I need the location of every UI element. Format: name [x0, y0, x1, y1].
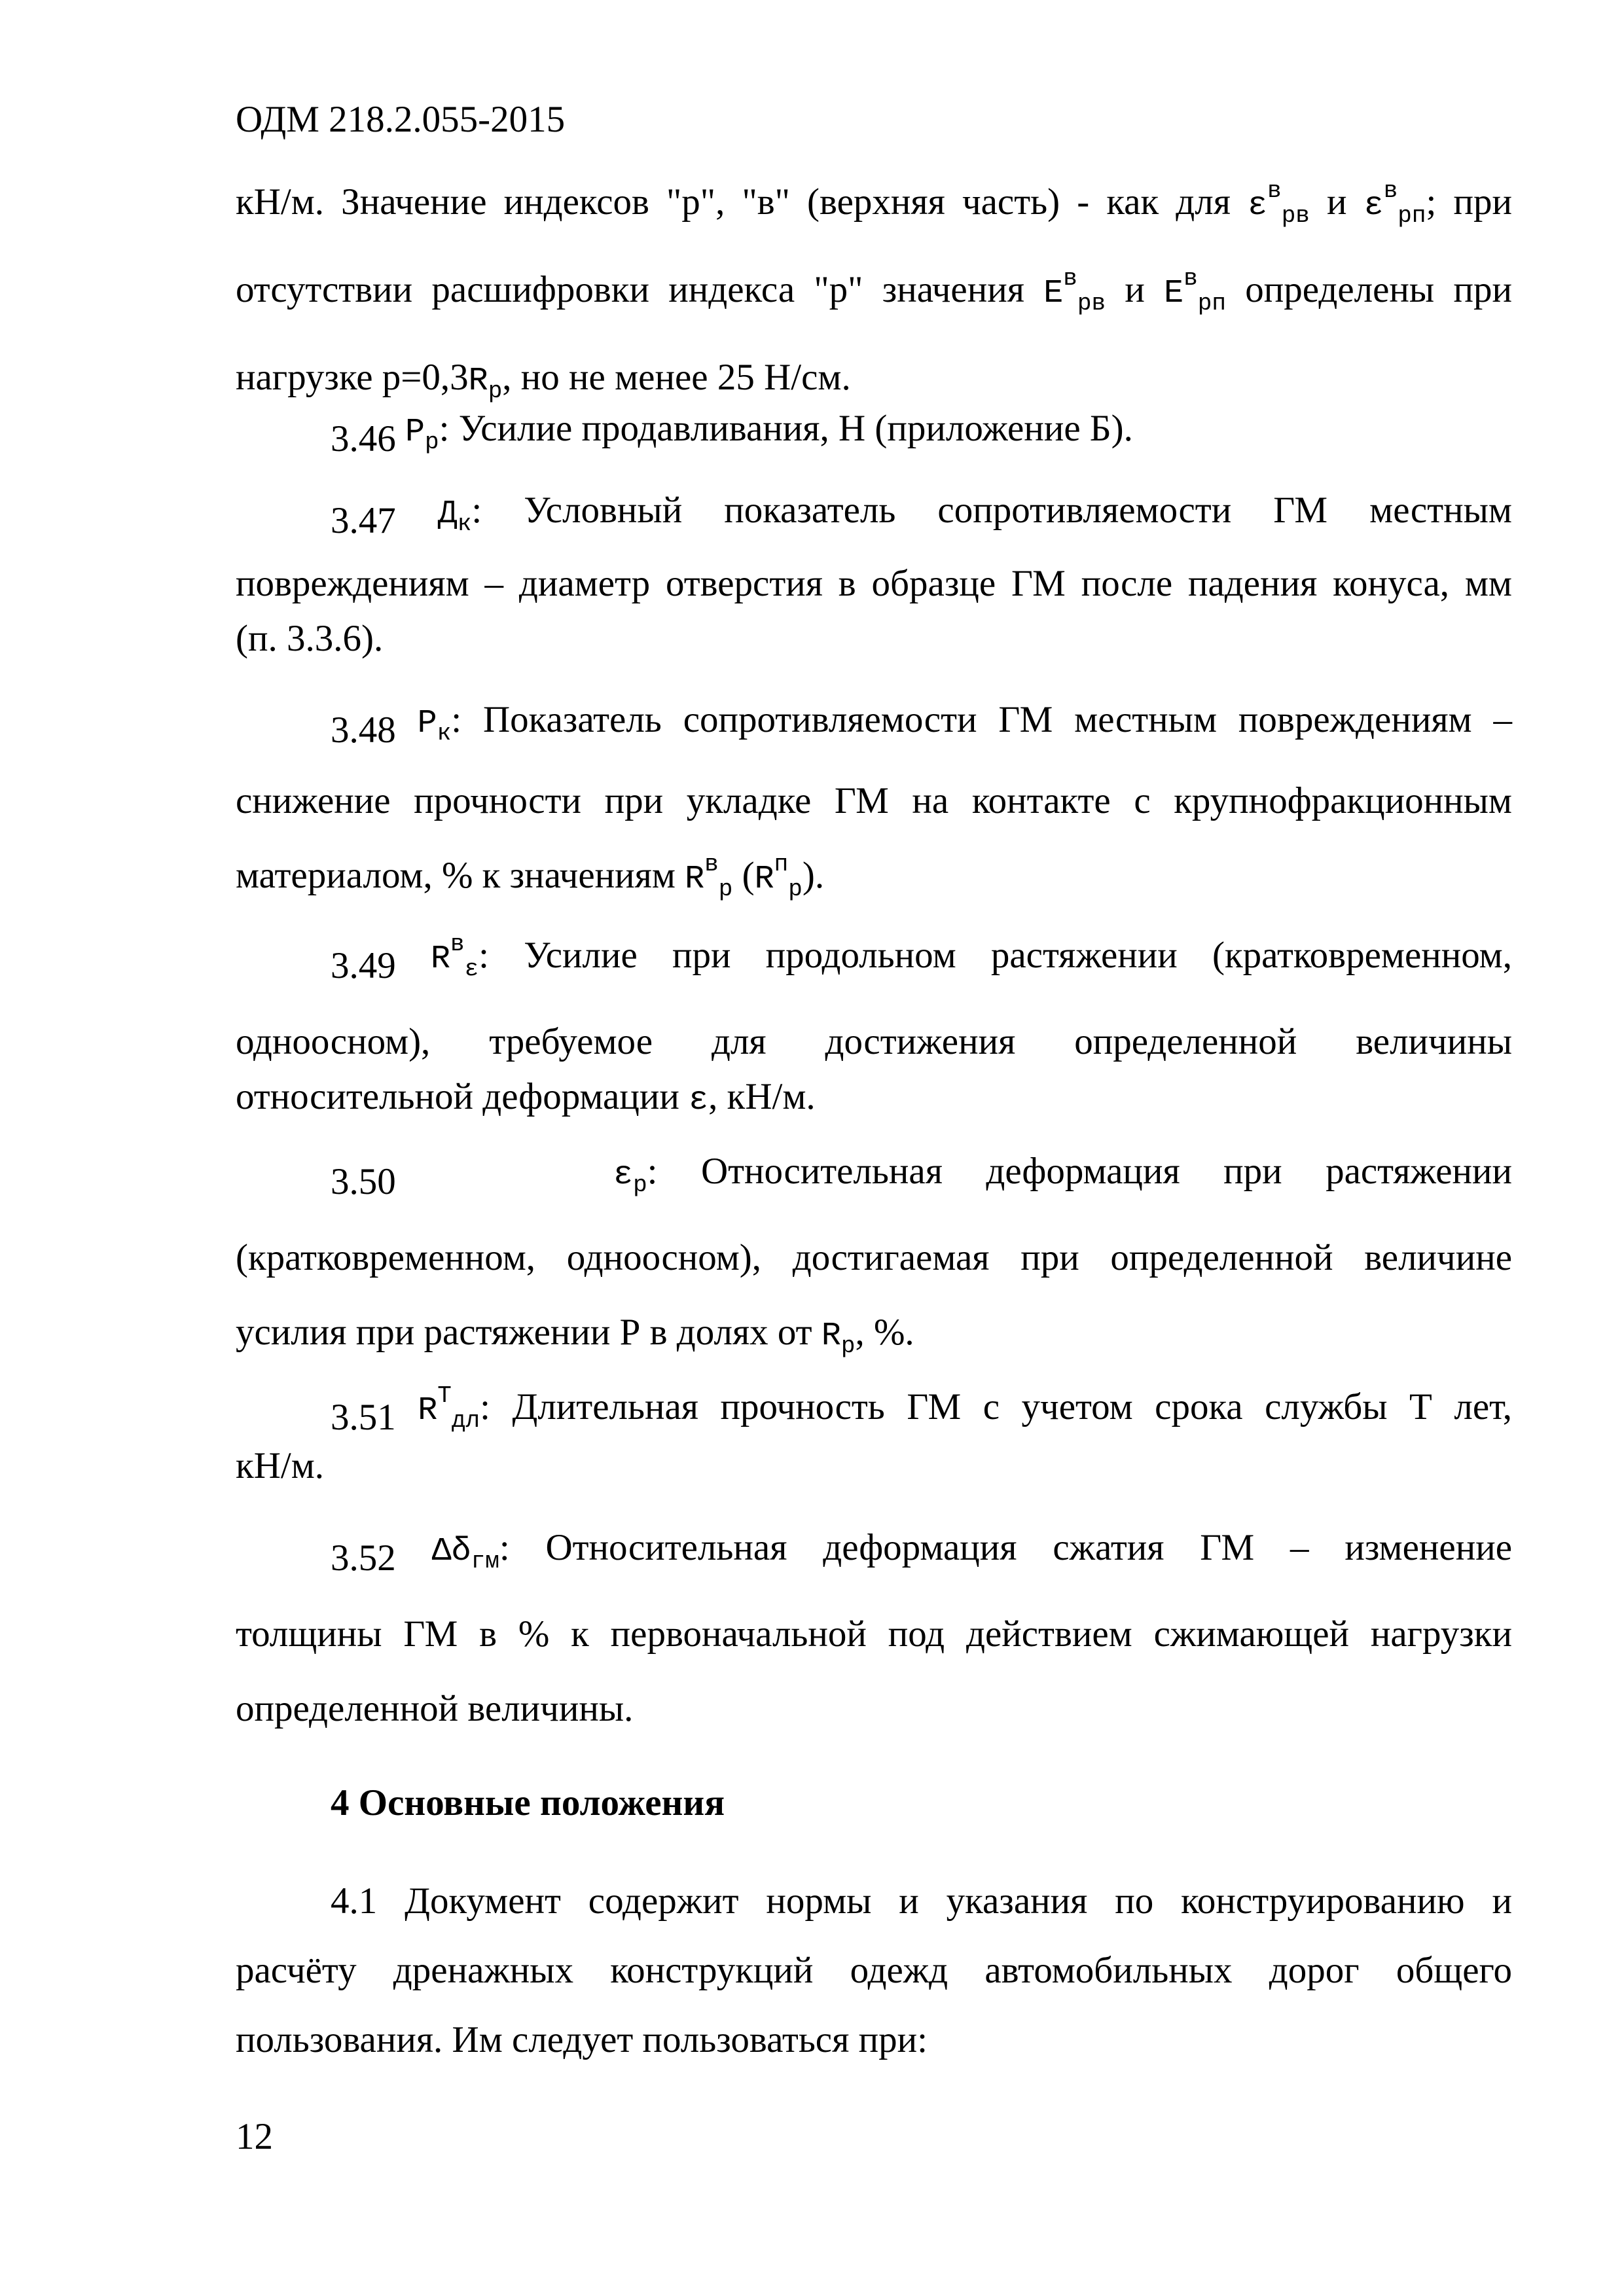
paragraph-4-1 — [236, 1878, 1512, 2063]
definition-3-49 — [236, 933, 1512, 1124]
symbol-base: ε — [1363, 187, 1384, 224]
text-run: : Относительная деформация при растяжении — [647, 1151, 1513, 1192]
line — [236, 1525, 1513, 1579]
line — [236, 853, 1512, 903]
symbol-sup: п — [774, 851, 789, 878]
symbol-r-p — [821, 1318, 856, 1359]
line — [236, 1310, 1512, 1359]
symbol-sub: р — [425, 429, 439, 456]
text-run: : Условный показатель сопротивляемости ГМ местным — [471, 490, 1512, 531]
text-run: кН/м. Значение индексов "р", "в" (верхняя часть) - как для — [236, 181, 1248, 223]
symbol-sub: рв — [1281, 202, 1310, 229]
symbol-sub: дл — [451, 1407, 480, 1434]
line — [236, 248, 1512, 336]
symbol-sup: в — [704, 851, 719, 878]
text-run: : Усилие при продольном растяжении (кратковременном, — [478, 935, 1512, 976]
symbol-e-rp — [1164, 265, 1227, 317]
symbol-eps-rv — [1248, 177, 1310, 229]
page-number: 12 — [236, 2116, 273, 2157]
symbol-delta-gm — [431, 1533, 499, 1575]
symbol-sub: р — [488, 378, 503, 404]
symbol-base: R — [821, 1318, 841, 1355]
definition-3-52 — [236, 1525, 1512, 1732]
symbol-base: ε — [1248, 187, 1268, 224]
line: 4.1 Документ содержит нормы и указания по конструированию и — [331, 1880, 1512, 1922]
symbol-e-rv — [1043, 265, 1106, 317]
symbol-base: R — [418, 1392, 438, 1429]
symbol-base: E — [1043, 275, 1064, 312]
line: пользования. Им следует пользоваться при: — [236, 2019, 928, 2060]
text-run: нагрузке р=0,3 — [236, 357, 469, 398]
text-run: , %. — [855, 1312, 914, 1353]
definition-3-48 — [236, 697, 1512, 903]
symbol-sup: в — [1267, 177, 1282, 204]
line: (п. 3.3.6). — [236, 618, 384, 659]
line — [236, 1382, 1512, 1438]
text-run: отсутствии расшифровки индекса "р" значения — [236, 269, 1044, 310]
symbol-sub: к — [457, 511, 472, 537]
item-number: 3.48 — [331, 709, 396, 751]
symbol-r-eps-v — [430, 931, 479, 982]
symbol-sup: T — [437, 1382, 452, 1409]
symbol-base: R — [754, 861, 774, 898]
symbol-base: P — [417, 705, 437, 742]
text-run: : Относительная деформация сжатия ГМ – изменение — [499, 1527, 1513, 1568]
text-run: относительной деформации — [236, 1076, 689, 1117]
line: расчёту дренажных конструкций одежд автомобильных дорог общего — [236, 1950, 1512, 1991]
text-run: , кН/м. — [708, 1076, 816, 1117]
item-number: 3.51 — [331, 1397, 396, 1438]
symbol-sub: р — [840, 1333, 856, 1359]
definition-3-46 — [236, 406, 1512, 459]
symbol-sub: рп — [1197, 290, 1227, 317]
symbol-eps-rp — [1363, 177, 1426, 229]
symbol-base: P — [405, 414, 425, 451]
item-number: 3.46 — [331, 418, 396, 459]
symbol-base: E — [1164, 275, 1184, 312]
text-run: : Показатель сопротивляемости ГМ местным повреждениям – — [451, 699, 1513, 740]
line — [236, 1074, 1512, 1124]
symbol-r-t-dl — [418, 1382, 480, 1434]
line — [236, 697, 1513, 751]
symbol-eps-p — [613, 1157, 647, 1198]
symbol-sup: в — [1183, 265, 1198, 292]
text-run: и — [1106, 269, 1164, 310]
symbol-r-p-p — [754, 851, 803, 903]
line: повреждениям – диаметр отверстия в образце ГМ после падения конуса, мм — [236, 563, 1512, 604]
line: снижение прочности при укладке ГМ на контакте с крупнофракционным — [236, 780, 1512, 821]
symbol-sup: в — [450, 931, 465, 958]
document-code-header: ОДМ 218.2.055-2015 — [236, 99, 566, 140]
text-run: материалом, % к значениям — [236, 855, 685, 896]
symbol-sub: р — [718, 876, 733, 903]
text-run: усилия при растяжении Р в долях от — [236, 1312, 821, 1353]
symbol-sub: р — [788, 876, 803, 903]
text-run: и — [1309, 181, 1364, 223]
text-run: : Усилие продавливания, Н (приложение Б). — [439, 408, 1133, 449]
symbol-sub: гм — [471, 1548, 499, 1575]
line — [236, 1149, 1513, 1202]
text-run: : Длительная прочность ГМ с учетом срока службы Т лет, — [480, 1386, 1512, 1427]
text-run: ; при — [1426, 181, 1512, 223]
symbol-sup: в — [1383, 177, 1398, 204]
text-run: определены при — [1226, 269, 1512, 310]
text-run: ( — [732, 855, 755, 896]
symbol-p-k — [417, 705, 452, 747]
symbol-sub: рв — [1077, 290, 1106, 317]
symbol-r-p — [468, 363, 503, 404]
line: определенной величины. — [236, 1688, 634, 1729]
symbol-r-p-v — [685, 851, 733, 903]
symbol-base: Д — [437, 495, 458, 533]
symbol-d-k — [437, 495, 472, 537]
symbol-eps: ε — [689, 1082, 709, 1119]
line: (кратковременном, одноосном), достигаемая при определенной величине — [236, 1237, 1512, 1278]
section-heading: 4 Основные положения — [331, 1782, 725, 1823]
text-run: , но не менее 25 Н/см. — [502, 357, 851, 398]
symbol-base: ε — [613, 1157, 634, 1194]
text-run: ). — [802, 855, 825, 896]
line: кН/м. — [236, 1445, 325, 1486]
item-number: 3.52 — [331, 1537, 396, 1579]
item-number: 3.47 — [331, 500, 396, 541]
symbol-sub: р — [633, 1172, 647, 1198]
symbol-base: R — [468, 363, 488, 400]
item-number: 3.50 — [331, 1161, 396, 1202]
line — [236, 160, 1512, 248]
symbol-sup: в — [1063, 265, 1077, 292]
symbol-sub: ε — [464, 956, 479, 982]
line: толщины ГМ в % к первоначальной под действием сжимающей нагрузки — [236, 1613, 1512, 1655]
paragraph-index-explanation — [236, 160, 1512, 423]
definition-3-50 — [236, 1149, 1512, 1359]
definition-3-47 — [236, 488, 1512, 662]
line: одноосном), требуемое для достижения определенной величины — [236, 1021, 1512, 1062]
line — [236, 931, 1512, 986]
symbol-p-p — [405, 414, 439, 456]
symbol-sub: к — [437, 720, 452, 747]
symbol-base: R — [685, 861, 705, 898]
item-number: 3.49 — [331, 945, 396, 986]
symbol-base: Δδ — [431, 1533, 471, 1570]
symbol-base: R — [430, 941, 450, 978]
line — [331, 406, 1512, 459]
line — [236, 488, 1512, 541]
symbol-sub: рп — [1398, 202, 1426, 229]
definition-3-51 — [236, 1384, 1512, 1489]
